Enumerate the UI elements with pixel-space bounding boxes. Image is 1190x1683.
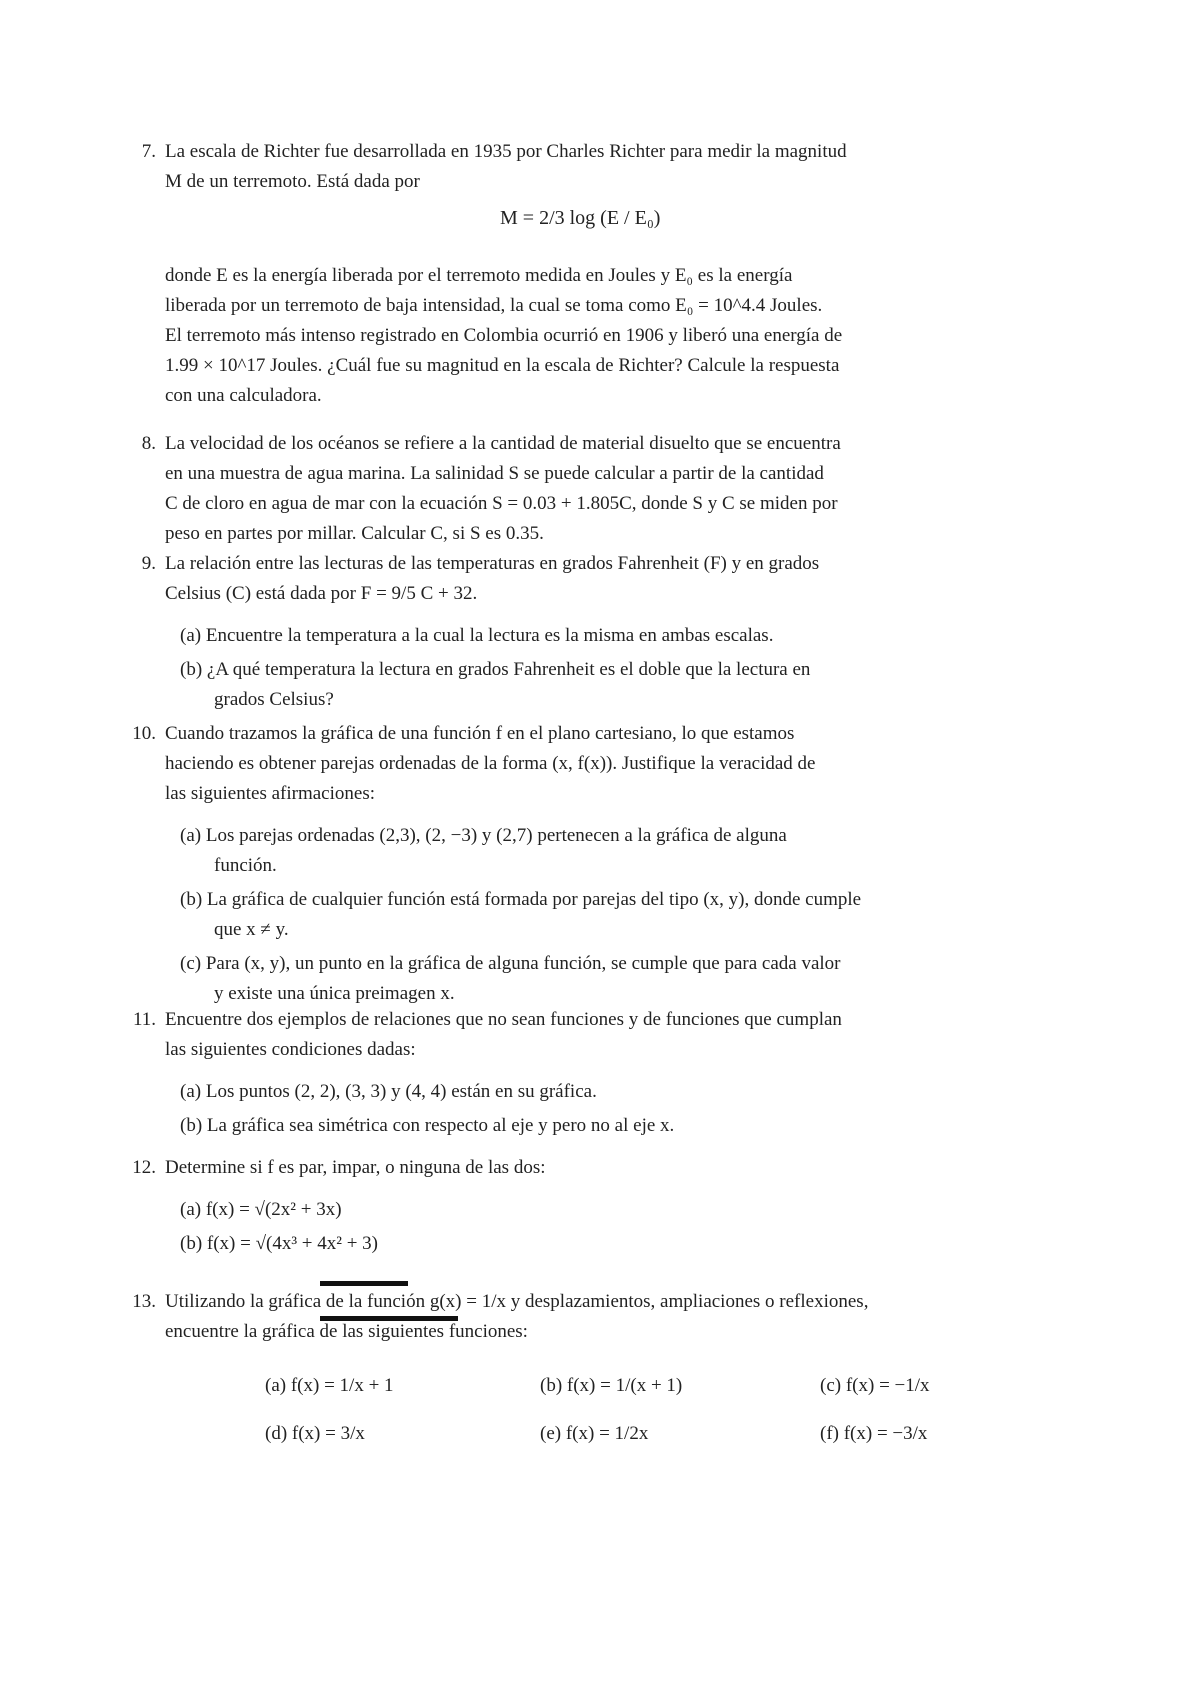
function-item: (a) f(x) = 1/x + 1: [265, 1375, 394, 1396]
problem-text-line: las siguientes condiciones dadas:: [165, 1039, 416, 1060]
problem-number: 11.: [132, 1009, 156, 1030]
problem-text-line: La escala de Richter fue desarrollada en 1935 por Charles Richter para medir la magnitud: [165, 141, 847, 162]
sub-item-line: (a) Los puntos (2, 2), (3, 3) y (4, 4) están en su gráfica.: [180, 1081, 597, 1102]
problem-text-line: donde E es la energía liberada por el terremoto medida en Joules y E₀ es la energía: [165, 265, 793, 286]
problem-text-line: Determine si f es par, impar, o ninguna de las dos:: [165, 1157, 546, 1178]
function-item: (d) f(x) = 3/x: [265, 1423, 365, 1444]
problem-number: 10.: [132, 723, 156, 744]
sub-item-line: (a) f(x) = √(2x² + 3x): [180, 1199, 342, 1220]
problem-text-line: con una calculadora.: [165, 385, 322, 406]
problem-text-line: La velocidad de los océanos se refiere a la cantidad de material disuelto que se encuentra: [165, 433, 841, 454]
sub-item-line: grados Celsius?: [214, 689, 334, 710]
function-item: (c) f(x) = −1/x: [820, 1375, 930, 1396]
problem-text-line: Celsius (C) está dada por F = 9/5 C + 32.: [165, 583, 478, 604]
function-item: (e) f(x) = 1/2x: [540, 1423, 649, 1444]
problem-text-line: Utilizando la gráfica de la función g(x) = 1/x y desplazamientos, ampliaciones o reflexiones,: [165, 1291, 869, 1312]
problem-text-line: 1.99 × 10^17 Joules. ¿Cuál fue su magnitud en la escala de Richter? Calcule la respuesta: [165, 355, 840, 376]
sub-item-line: (b) ¿A qué temperatura la lectura en grados Fahrenheit es el doble que la lectura en: [180, 659, 811, 680]
problem-text-line: las siguientes afirmaciones:: [165, 783, 375, 804]
problem-text-line: haciendo es obtener parejas ordenadas de la forma (x, f(x)). Justifique la veracidad de: [165, 753, 816, 774]
sub-item-line: (b) La gráfica de cualquier función está formada por parejas del tipo (x, y), donde cumple: [180, 889, 862, 910]
radical-overline: [320, 1281, 408, 1286]
problem-text-line: encuentre la gráfica de las siguientes funciones:: [165, 1321, 528, 1342]
problem-number: 8.: [141, 433, 156, 454]
problem-number: 13.: [132, 1291, 156, 1312]
problem-text-line: M de un terremoto. Está dada por: [165, 171, 420, 192]
sub-item-line: (b) f(x) = √(4x³ + 4x² + 3): [180, 1233, 379, 1254]
problem-text-line: El terremoto más intenso registrado en Colombia ocurrió en 1906 y liberó una energía de: [165, 325, 843, 346]
problem-text-line: Cuando trazamos la gráfica de una función f en el plano cartesiano, lo que estamos: [165, 723, 795, 744]
problem-text-line: C de cloro en agua de mar con la ecuación S = 0.03 + 1.805C, donde S y C se miden por: [165, 493, 838, 514]
problem-text-line: liberada por un terremoto de baja intensidad, la cual se toma como E₀ = 10^4.4 Joules.: [165, 295, 823, 316]
problem-text-line: peso en partes por millar. Calcular C, si S es 0.35.: [165, 523, 544, 544]
problem-number: 7.: [141, 141, 156, 162]
sub-item-line: (a) Los parejas ordenadas (2,3), (2, −3) y (2,7) pertenecen a la gráfica de alguna: [180, 825, 787, 846]
problem-number: 9.: [141, 553, 156, 574]
function-item: (f) f(x) = −3/x: [820, 1423, 928, 1444]
problem-number: 12.: [132, 1157, 156, 1178]
problem-text-line: Encuentre dos ejemplos de relaciones que no sean funciones y de funciones que cumplan: [165, 1009, 842, 1030]
sub-item-line: (a) Encuentre la temperatura a la cual la lectura es la misma en ambas escalas.: [180, 625, 774, 646]
function-item: (b) f(x) = 1/(x + 1): [540, 1375, 683, 1396]
problem-text-line: en una muestra de agua marina. La salinidad S se puede calcular a partir de la cantidad: [165, 463, 824, 484]
formula: M = 2/3 log (E / E₀): [500, 207, 661, 229]
sub-item-line: (c) Para (x, y), un punto en la gráfica de alguna función, se cumple que para cada valor: [180, 953, 841, 974]
problem-text-line: La relación entre las lecturas de las temperaturas en grados Fahrenheit (F) y en grados: [165, 553, 820, 574]
sub-item-line: función.: [214, 855, 277, 876]
sub-item-line: (b) La gráfica sea simétrica con respecto al eje y pero no al eje x.: [180, 1115, 675, 1136]
radical-overline: [320, 1316, 458, 1321]
sub-item-line: que x ≠ y.: [214, 919, 289, 940]
sub-item-line: y existe una única preimagen x.: [214, 983, 455, 1004]
